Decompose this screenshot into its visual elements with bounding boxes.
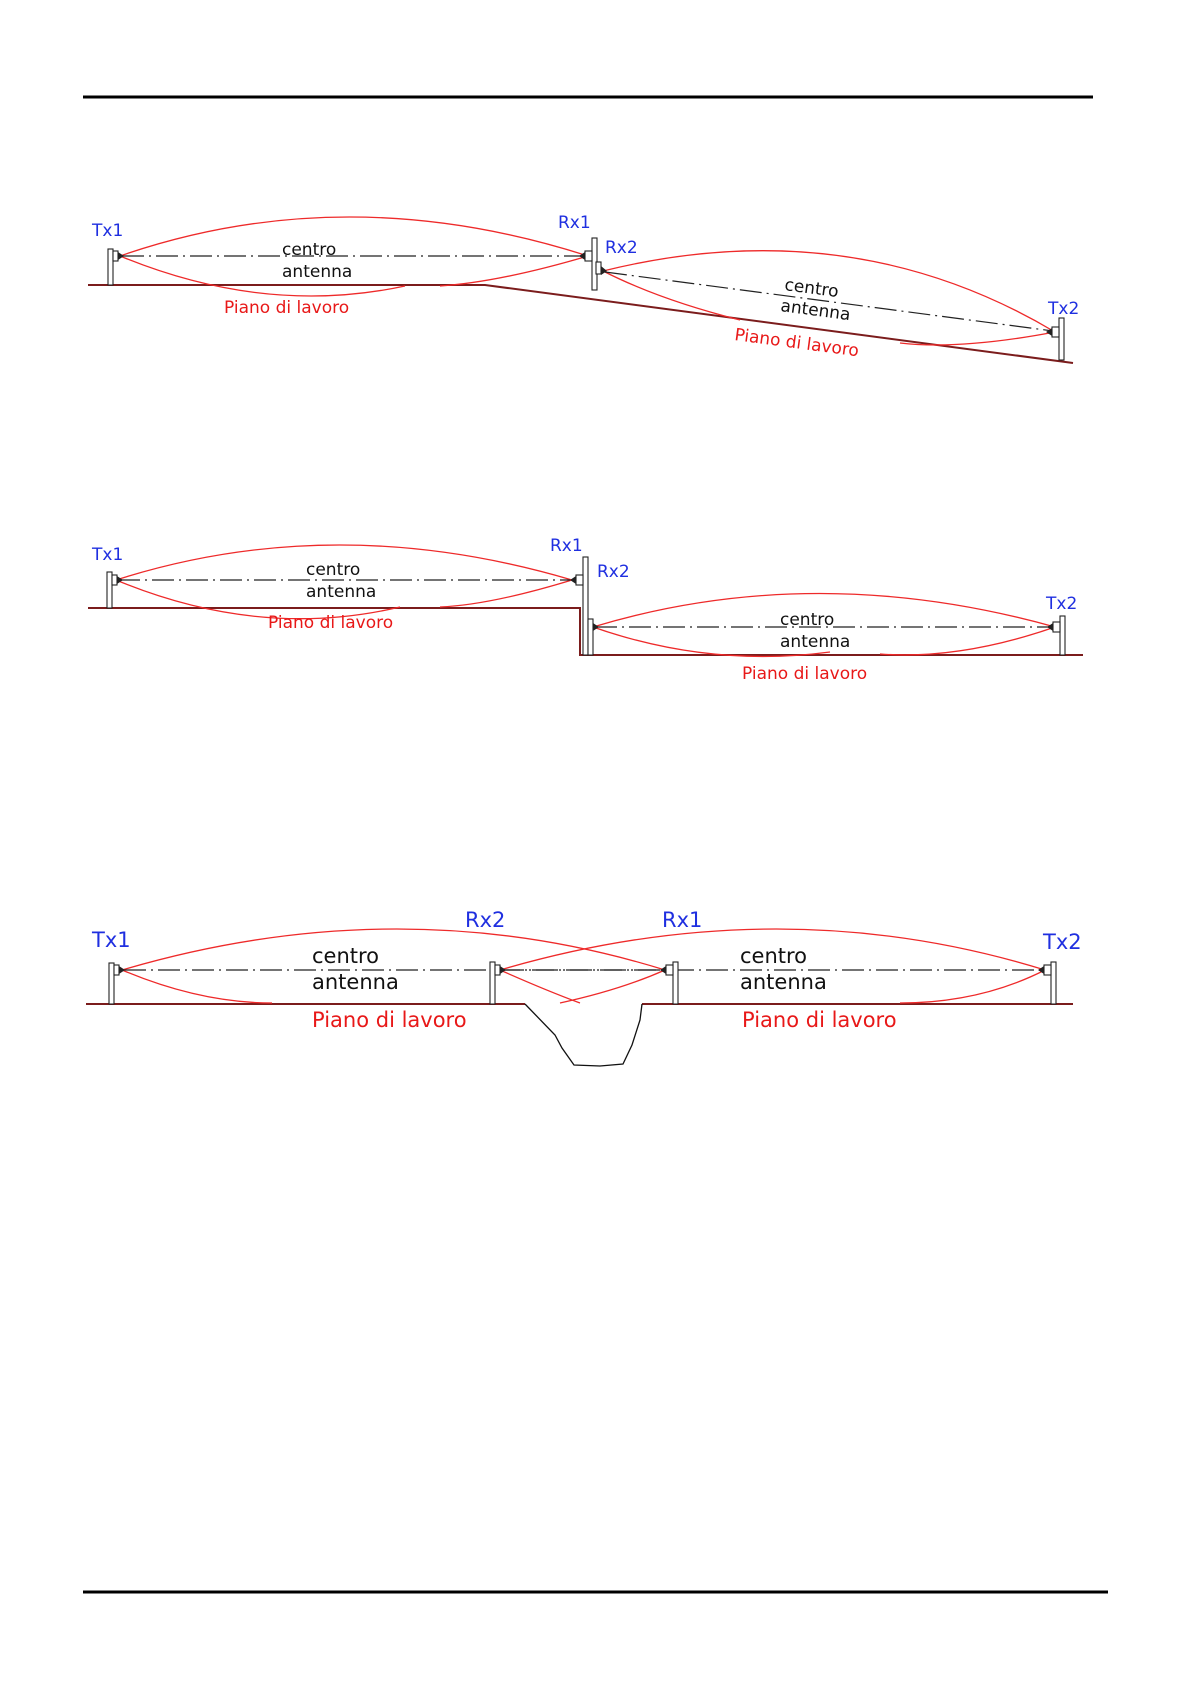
- label-tx2: Tx2: [1048, 299, 1080, 319]
- antenna-tx1: [107, 572, 123, 608]
- label-tx2: Tx2: [1043, 930, 1082, 954]
- beam-label-antenna: antenna: [779, 296, 852, 326]
- antenna-tx2: [1046, 318, 1064, 360]
- beam-label-antenna: antenna: [282, 262, 353, 282]
- label-tx1: Tx1: [92, 928, 131, 952]
- antenna-tx1: [109, 963, 125, 1004]
- label-rx2: Rx2: [605, 238, 638, 258]
- beam-envelope-upper: [120, 217, 588, 256]
- antenna-tx1: [108, 249, 124, 285]
- ditch-outline: [525, 1004, 642, 1066]
- beam-label-antenna: antenna: [312, 970, 399, 994]
- antenna-tx2: [1038, 962, 1056, 1004]
- label-rx2: Rx2: [597, 562, 630, 582]
- antenna-rx1: [579, 238, 597, 290]
- ground-label: Piano di lavoro: [312, 1008, 467, 1032]
- label-tx1: Tx1: [92, 221, 124, 241]
- label-tx1: Tx1: [92, 545, 124, 565]
- beam-label-centro: centro: [306, 560, 361, 580]
- ground-label: Piano di lavoro: [742, 664, 868, 684]
- ground-label: Piano di lavoro: [733, 325, 861, 362]
- beam-envelope-lower: [880, 627, 1055, 655]
- beam-envelope-lower: [120, 256, 405, 296]
- beam-label-centro: centro: [780, 610, 835, 630]
- beam-envelope-lower: [440, 580, 572, 607]
- diagram-sloped: [88, 213, 1079, 363]
- beam-label-centro: centro: [740, 944, 808, 968]
- beam-label-antenna: antenna: [740, 970, 827, 994]
- beam-label-antenna: antenna: [780, 632, 851, 652]
- beam-label-centro: centro: [282, 240, 337, 260]
- antenna-tx2: [1047, 616, 1065, 655]
- antenna-rx2: [596, 262, 607, 275]
- ground-label: Piano di lavoro: [268, 613, 394, 633]
- beam-label-centro: centro: [312, 944, 380, 968]
- beam-envelope-lower: [560, 970, 665, 1003]
- beam-envelope-lower: [500, 970, 580, 1003]
- beam-envelope-lower: [603, 271, 740, 320]
- beam-envelope-lower: [900, 970, 1045, 1003]
- beam-label-antenna: antenna: [306, 582, 377, 602]
- beam-envelope-lower: [440, 256, 588, 286]
- beam-envelope-lower: [122, 970, 272, 1003]
- label-rx2: Rx2: [465, 908, 506, 932]
- antenna-rx2: [588, 619, 599, 655]
- label-tx2: Tx2: [1046, 594, 1078, 614]
- antenna-rx1: [660, 962, 678, 1004]
- label-rx1: Rx1: [558, 213, 591, 233]
- ground-label: Piano di lavoro: [224, 298, 350, 318]
- diagram-overlap-ditch: [86, 908, 1082, 1066]
- beam-label-centro: centro: [783, 275, 840, 303]
- ground-line: [88, 285, 1073, 363]
- diagram-step: [88, 536, 1083, 684]
- label-rx1: Rx1: [550, 536, 583, 556]
- ground-label: Piano di lavoro: [742, 1008, 897, 1032]
- label-rx1: Rx1: [662, 908, 703, 932]
